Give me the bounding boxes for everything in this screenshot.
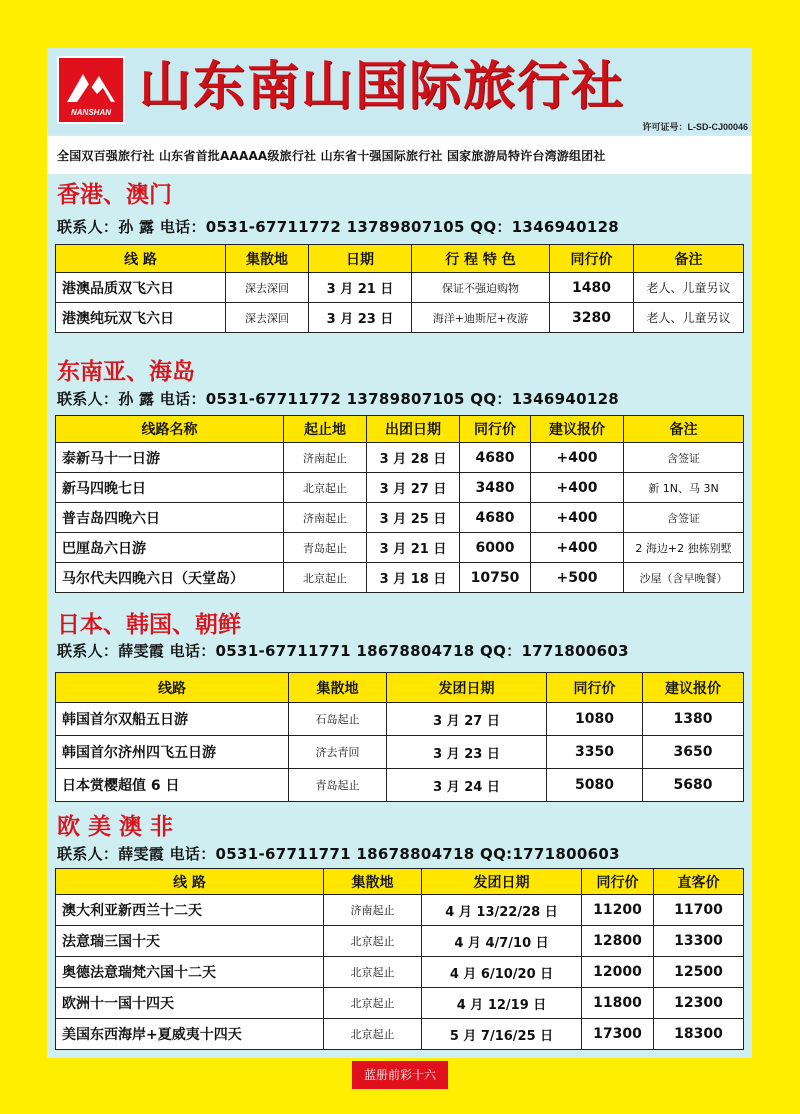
date-cell: 3 月 21 日 [309,273,412,303]
column-header: 同行价 [582,869,654,895]
tagline-bar [47,136,752,174]
table-row [56,563,744,593]
date-cell: 4 月 4/7/10 日 [422,926,582,957]
date-cell: 4 月 12/19 日 [422,988,582,1019]
route-cell: 港澳纯玩双飞六日 [56,303,226,333]
column-header: 发团日期 [422,869,582,895]
suggested-price-cell: +500 [531,563,624,593]
contact-japan-korea: 联系人：薛雯霞 电话：0531-67711771 18678804718 QQ：1771800603 [57,642,629,660]
depart-cell: 北京起止 [284,473,367,503]
price-cell: 11800 [582,988,654,1019]
tagline: 全国双百强旅行社 山东省首批AAAAA级旅行社 山东省十强国际旅行社 国家旅游局特许台湾游组团社 [57,149,606,163]
price-cell: 5080 [547,769,643,802]
table-japan-korea [55,672,744,802]
column-header: 线 路 [56,245,226,273]
table-southeast-asia [55,415,744,593]
column-header: 线路 [56,673,289,703]
route-cell: 美国东西海岸+夏威夷十四天 [56,1019,324,1050]
section-title-japan-korea: 日本、韩国、朝鲜 [57,612,241,638]
column-header: 备注 [634,245,744,273]
route-cell: 普吉岛四晚六日 [56,503,284,533]
price-cell: 3480 [460,473,531,503]
column-header: 直客价 [654,869,744,895]
company-name: 山东南山国际旅行社 [139,57,626,117]
license-number: 许可证号：L-SD-CJ00046 [642,122,748,132]
date-cell: 3 月 18 日 [367,563,460,593]
price-cell: 3280 [550,303,634,333]
note-cell: 新 1N、马 3N [624,473,744,503]
table-row [56,957,744,988]
depart-cell: 北京起止 [324,926,422,957]
date-cell: 4 月 13/22/28 日 [422,895,582,926]
table-row [56,503,744,533]
suggested-price-cell: +400 [531,473,624,503]
price-cell: 1480 [550,273,634,303]
brochure-page [47,48,752,1058]
section-title-europe-americas: 欧 美 澳 非 [57,814,174,840]
table-row [56,988,744,1019]
retail-price-cell: 12300 [654,988,744,1019]
section-title-southeast-asia: 东南亚、海岛 [57,359,195,385]
contact-europe-americas: 联系人：薛雯霞 电话：0531-67711771 18678804718 QQ:1771800603 [57,845,620,863]
column-header: 集散地 [324,869,422,895]
table-row [56,473,744,503]
table-row [56,1019,744,1050]
price-cell: 1080 [547,703,643,736]
route-cell: 韩国首尔双船五日游 [56,703,289,736]
section-title-hk-macau: 香港、澳门 [57,182,172,208]
route-cell: 韩国首尔济州四飞五日游 [56,736,289,769]
depart-cell: 青岛起止 [284,533,367,563]
suggested-price-cell: +400 [531,443,624,473]
table-hk-macau [55,244,744,333]
price-cell: 6000 [460,533,531,563]
date-cell: 3 月 25 日 [367,503,460,533]
depart-cell: 青岛起止 [289,769,387,802]
feature-cell: 海洋+迪斯尼+夜游 [412,303,550,333]
page-footer-label: 蓝册前彩十六 [352,1061,448,1089]
note-cell: 含签证 [624,443,744,473]
column-header: 线路名称 [56,416,284,443]
suggested-price-cell: +400 [531,503,624,533]
date-cell: 3 月 27 日 [387,703,547,736]
route-cell: 港澳品质双飞六日 [56,273,226,303]
logo-text: NANSHAN [71,108,111,117]
column-header: 建议报价 [531,416,624,443]
price-cell: 3350 [547,736,643,769]
table-europe-americas [55,868,744,1050]
route-cell: 日本赏樱超值 6 日 [56,769,289,802]
route-cell: 法意瑞三国十天 [56,926,324,957]
date-cell: 4 月 6/10/20 日 [422,957,582,988]
depart-cell: 济去青回 [289,736,387,769]
table-row [56,303,744,333]
table-row [56,895,744,926]
table-row [56,769,744,802]
route-cell: 奥德法意瑞梵六国十二天 [56,957,324,988]
note-cell: 老人、儿童另议 [634,303,744,333]
route-cell: 马尔代夫四晚六日（天堂岛） [56,563,284,593]
route-cell: 欧洲十一国十四天 [56,988,324,1019]
table-row [56,273,744,303]
depart-cell: 石岛起止 [289,703,387,736]
column-header: 建议报价 [643,673,744,703]
contact-southeast-asia: 联系人：孙 露 电话：0531-67711772 13789807105 QQ：1346940128 [57,390,620,408]
suggested-price-cell: 5680 [643,769,744,802]
table-row [56,703,744,736]
note-cell: 2 海边+2 独栋别墅 [624,533,744,563]
date-cell: 3 月 28 日 [367,443,460,473]
contact-hk-macau: 联系人：孙 露 电话：0531-67711772 13789807105 QQ：1346940128 [57,218,620,236]
price-cell: 4680 [460,443,531,473]
table-row [56,533,744,563]
date-cell: 5 月 7/16/25 日 [422,1019,582,1050]
depart-cell: 济南起止 [284,443,367,473]
suggested-price-cell: +400 [531,533,624,563]
feature-cell: 保证不强迫购物 [412,273,550,303]
date-cell: 3 月 21 日 [367,533,460,563]
table-row [56,736,744,769]
column-header: 同行价 [550,245,634,273]
column-header: 起止地 [284,416,367,443]
note-cell: 老人、儿童另议 [634,273,744,303]
column-header: 日期 [309,245,412,273]
depart-cell: 深去深回 [226,273,309,303]
column-header: 同行价 [460,416,531,443]
retail-price-cell: 11700 [654,895,744,926]
route-cell: 澳大利亚新西兰十二天 [56,895,324,926]
depart-cell: 济南起止 [284,503,367,533]
retail-price-cell: 12500 [654,957,744,988]
column-header: 备注 [624,416,744,443]
price-cell: 17300 [582,1019,654,1050]
depart-cell: 济南起止 [324,895,422,926]
date-cell: 3 月 27 日 [367,473,460,503]
date-cell: 3 月 23 日 [387,736,547,769]
note-cell: 含签证 [624,503,744,533]
depart-cell: 北京起止 [284,563,367,593]
column-header: 集散地 [289,673,387,703]
column-header: 线 路 [56,869,324,895]
price-cell: 12800 [582,926,654,957]
column-header: 行 程 特 色 [412,245,550,273]
date-cell: 3 月 23 日 [309,303,412,333]
suggested-price-cell: 3650 [643,736,744,769]
retail-price-cell: 13300 [654,926,744,957]
route-cell: 泰新马十一日游 [56,443,284,473]
depart-cell: 北京起止 [324,988,422,1019]
column-header: 集散地 [226,245,309,273]
table-row [56,926,744,957]
table-row [56,443,744,473]
depart-cell: 北京起止 [324,1019,422,1050]
column-header: 发团日期 [387,673,547,703]
depart-cell: 北京起止 [324,957,422,988]
suggested-price-cell: 1380 [643,703,744,736]
note-cell: 沙屋（含早晚餐） [624,563,744,593]
price-cell: 11200 [582,895,654,926]
column-header: 同行价 [547,673,643,703]
column-header: 出团日期 [367,416,460,443]
price-cell: 12000 [582,957,654,988]
depart-cell: 深去深回 [226,303,309,333]
header [47,48,752,134]
price-cell: 4680 [460,503,531,533]
price-cell: 10750 [460,563,531,593]
route-cell: 巴厘岛六日游 [56,533,284,563]
nanshan-logo [57,56,125,124]
retail-price-cell: 18300 [654,1019,744,1050]
date-cell: 3 月 24 日 [387,769,547,802]
route-cell: 新马四晚七日 [56,473,284,503]
